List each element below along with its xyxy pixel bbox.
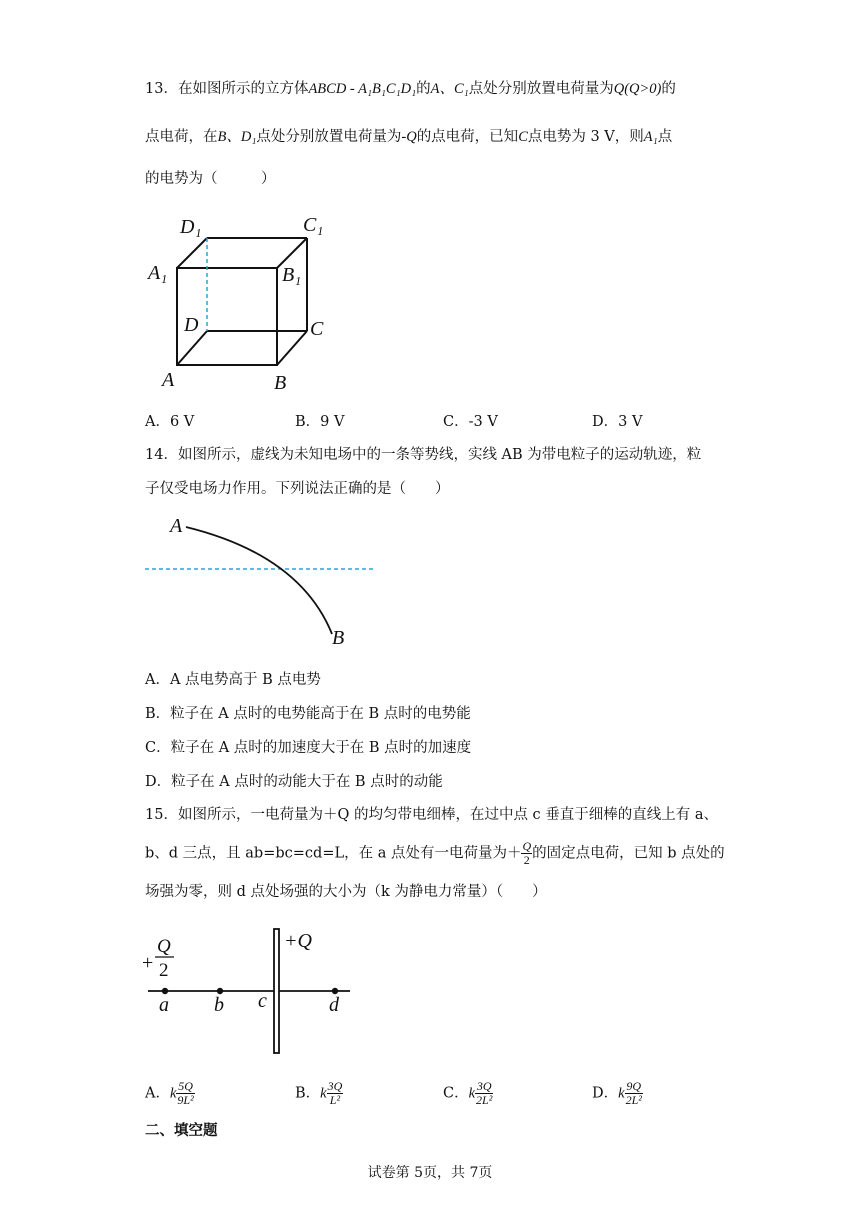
q13-option-a: A．6 V	[145, 414, 195, 430]
q14-line1: 14．如图所示，虚线为未知电场中的一条等势线，实线 AB 为带电粒子的运动轨迹，粒	[145, 447, 702, 463]
cube-label-c: C	[310, 318, 324, 340]
q13-line2: 点电荷，在B、D₁点处分别放置电荷量为-Q的点电荷，已知C点电势为 3 V，则A₁点	[145, 129, 673, 145]
rod-label-d: d	[329, 994, 339, 1016]
q15-half-q-fraction: $\frac{Q}{2}$	[522, 839, 532, 867]
q15-option-d: D．k $\frac{9Q}{\text{2L²}}$	[592, 1079, 642, 1107]
q15-option-c: C．k $\frac{3Q}{\text{2L²}}$	[443, 1079, 493, 1107]
q14-option-c: C．粒子在 A 点时的加速度大于在 B 点时的加速度	[145, 740, 472, 756]
q14-option-a: A．A 点电势高于 B 点电势	[145, 672, 321, 688]
q13-option-c: C．-3 V	[443, 414, 498, 430]
rod-label-half-q-num: Q	[157, 936, 171, 957]
q15-line2: b、d 三点，且 ab=bc=cd=L，在 a 点处有一电荷量为＋ $\frac{Q}{2}$ 的固定点电荷，已知 b 点处的	[145, 839, 725, 867]
q14-option-b: B．粒子在 A 点时的电势能高于在 B 点时的电势能	[145, 706, 471, 722]
q15-option-b: B．k $\frac{3Q}{\text{L²}}$	[295, 1079, 343, 1107]
cube-diagram	[140, 205, 350, 395]
q15-option-a: A．k $\frac{5Q}{\text{9L²}}$	[145, 1079, 194, 1107]
q13-line1: 13．在如图所示的立方体ABCD - A₁B₁C₁D₁的A、C₁点处分别放置电荷量为Q(Q>0)的	[145, 81, 676, 97]
q13-option-d: D．3 V	[592, 414, 643, 430]
q14-line2: 子仅受电场力作用。下列说法正确的是（ ）	[145, 481, 450, 497]
q14-option-d: D．粒子在 A 点时的动能大于在 B 点时的动能	[145, 774, 443, 790]
rod-label-plus-q: +Q	[284, 930, 312, 952]
cube-label-a1: A₁	[148, 262, 168, 284]
cube-label-c1: C₁	[303, 214, 324, 236]
trajectory-diagram	[140, 510, 380, 650]
rod-label-a: a	[159, 994, 169, 1016]
traj-label-a: A	[170, 515, 183, 537]
q13-option-b: B．9 V	[295, 414, 345, 430]
traj-label-b: B	[332, 627, 345, 649]
q15-line3: 场强为零，则 d 点处场强的大小为（k 为静电力常量）（ ）	[145, 884, 547, 900]
rod-label-half-q-den: 2	[159, 960, 169, 981]
section-heading: 二、填空题	[145, 1122, 218, 1139]
rod-diagram	[140, 925, 360, 1060]
rod-label-b: b	[214, 994, 224, 1016]
rod-label-plus: +	[142, 952, 154, 974]
cube-label-b: B	[274, 372, 287, 394]
cube-label-d1: D₁	[180, 216, 202, 238]
q13-line3: 的电势为（ ）	[145, 171, 276, 187]
cube-label-b1: B₁	[282, 264, 302, 286]
cube-label-d: D	[184, 314, 199, 336]
rod-label-c: c	[258, 990, 267, 1012]
q15-line1: 15．如图所示，一电荷量为＋Q 的均匀带电细棒，在过中点 c 垂直于细棒的直线上有 a、	[145, 807, 719, 823]
page-footer: 试卷第 5页，共 7页	[367, 1165, 493, 1181]
cube-label-a: A	[162, 369, 175, 391]
